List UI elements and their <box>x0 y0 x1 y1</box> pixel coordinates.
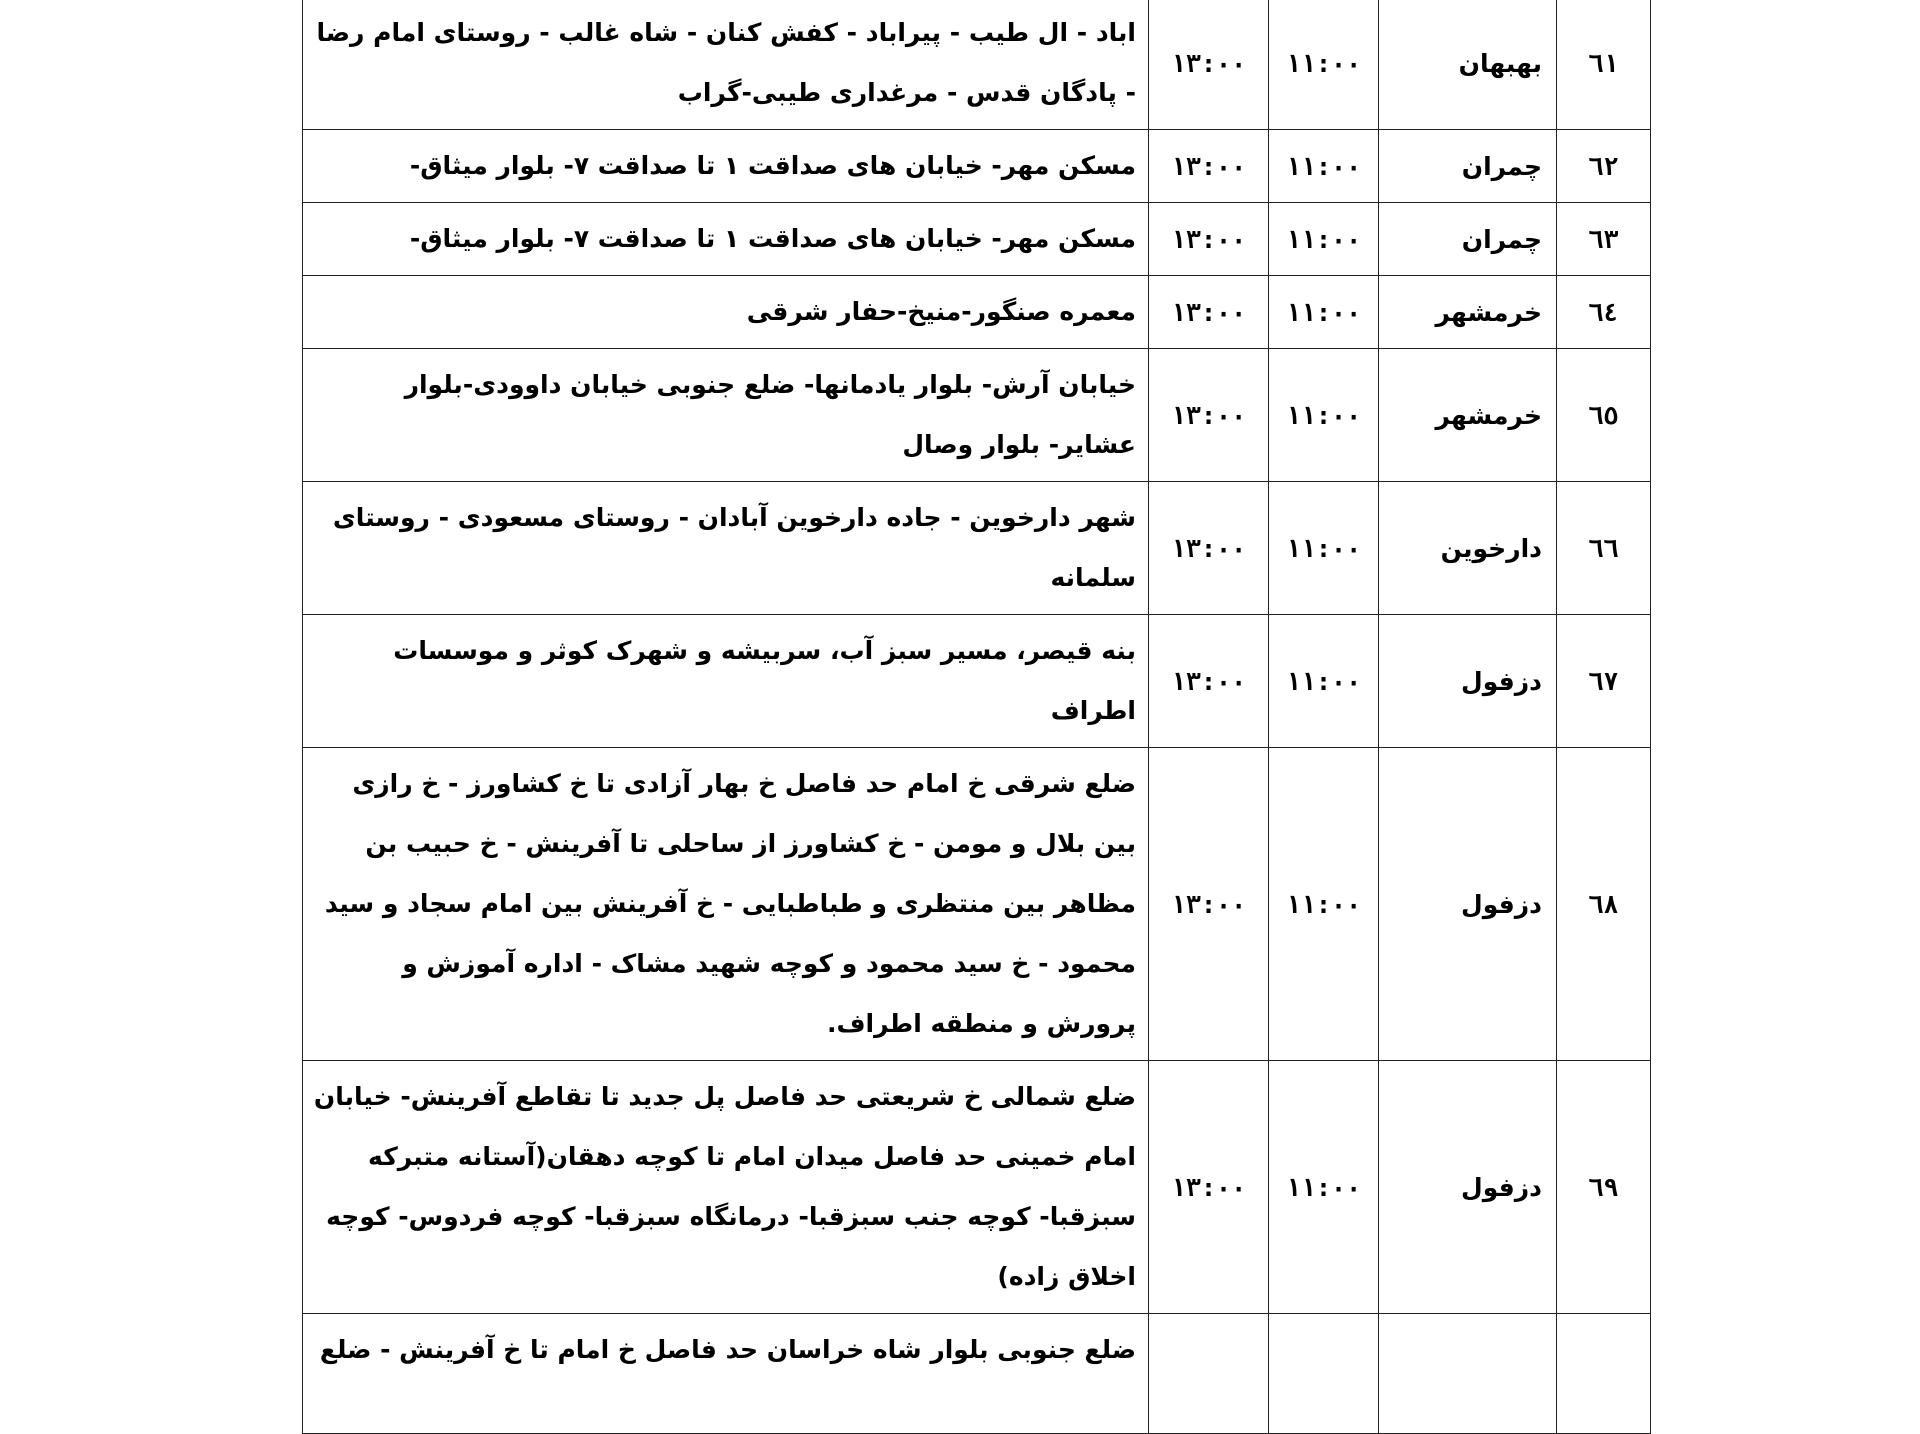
table-row <box>303 203 1651 276</box>
area-description: بنه قیصر، مسیر سبز آب، سربیشه و شهرک کوثر و موسسات اطراف <box>303 615 1149 748</box>
start-time: ١١:٠٠ <box>1269 1061 1379 1314</box>
end-time: ١٣:٠٠ <box>1149 203 1269 276</box>
end-time: ١٣:٠٠ <box>1149 748 1269 1061</box>
table-row <box>303 748 1651 1061</box>
area-description: شهر دارخوین - جاده دارخوین آبادان - روستای مسعودی - روستای سلمانه <box>303 482 1149 615</box>
end-time: ١٣:٠٠ <box>1149 1061 1269 1314</box>
table-row <box>303 130 1651 203</box>
end-time: ١٣:٠٠ <box>1149 0 1269 130</box>
city-name: چمران <box>1379 203 1557 276</box>
end-time: ١٣:٠٠ <box>1149 349 1269 482</box>
area-description: ضلع شرقی خ امام حد فاصل خ بهار آزادی تا خ کشاورز - خ رازی بین بلال و مومن - خ کشاورز از ساحلی تا آفرینش - خ حبیب بن مظاهر بین منتظری و طباطبایی - خ آفرینش بین امام سجاد و سید محمود - خ سید محمود و کوچه شهید مشاک - اداره آموزش و پرورش و منطقه اطراف. <box>303 748 1149 1061</box>
city-name: چمران <box>1379 130 1557 203</box>
table-row <box>303 1061 1651 1314</box>
area-description: اباد - ال طیب - پیراباد - کفش کنان - شاه غالب - روستای امام رضا - پادگان قدس - مرغداری طیبی-گراب <box>303 0 1149 130</box>
outage-schedule-table <box>302 0 1651 1434</box>
start-time: ١١:٠٠ <box>1269 349 1379 482</box>
table-row <box>303 276 1651 349</box>
table-row <box>303 615 1651 748</box>
city-name: خرمشهر <box>1379 349 1557 482</box>
area-description: ضلع جنوبی بلوار شاه خراسان حد فاصل خ امام تا خ آفرینش - ضلع <box>303 1314 1149 1434</box>
row-number: ٦٦ <box>1557 482 1651 615</box>
start-time: ١١:٠٠ <box>1269 0 1379 130</box>
start-time: ١١:٠٠ <box>1269 615 1379 748</box>
start-time: ١١:٠٠ <box>1269 203 1379 276</box>
row-number: ٦٥ <box>1557 349 1651 482</box>
area-description: معمره صنگور-منیخ-حفار شرقی <box>303 276 1149 349</box>
row-number: ٦٤ <box>1557 276 1651 349</box>
table-row <box>303 482 1651 615</box>
city-name <box>1379 1314 1557 1434</box>
row-number: ٦٩ <box>1557 1061 1651 1314</box>
area-description: ضلع شمالی خ شریعتی حد فاصل پل جدید تا تقاطع آفرینش- خیابان امام خمینی حد فاصل میدان امام تا کوچه دهقان(آستانه متبرکه سبزقبا- کوچه جنب سبزقبا- درمانگاه سبزقبا- کوچه فردوس- کوچه اخلاق زاده) <box>303 1061 1149 1314</box>
row-number: ٦٣ <box>1557 203 1651 276</box>
city-name: دزفول <box>1379 748 1557 1061</box>
start-time: ١١:٠٠ <box>1269 130 1379 203</box>
area-description: خیابان آرش- بلوار یادمانها- ضلع جنوبی خیابان داوودی-بلوار عشایر- بلوار وصال <box>303 349 1149 482</box>
area-description: مسکن مهر- خیابان های صداقت ١ تا صداقت ٧- بلوار میثاق- <box>303 203 1149 276</box>
city-name: خرمشهر <box>1379 276 1557 349</box>
start-time: ١١:٠٠ <box>1269 748 1379 1061</box>
row-number: ٦٨ <box>1557 748 1651 1061</box>
area-description: مسکن مهر- خیابان های صداقت ١ تا صداقت ٧- بلوار میثاق- <box>303 130 1149 203</box>
row-number: ٦٢ <box>1557 130 1651 203</box>
table-row <box>303 1314 1651 1434</box>
row-number: ٦١ <box>1557 0 1651 130</box>
table-row <box>303 0 1651 130</box>
city-name: بهبهان <box>1379 0 1557 130</box>
city-name: دزفول <box>1379 1061 1557 1314</box>
start-time: ١١:٠٠ <box>1269 276 1379 349</box>
end-time: ١٣:٠٠ <box>1149 276 1269 349</box>
city-name: دارخوین <box>1379 482 1557 615</box>
city-name: دزفول <box>1379 615 1557 748</box>
row-number: ٦٧ <box>1557 615 1651 748</box>
end-time <box>1149 1314 1269 1434</box>
start-time <box>1269 1314 1379 1434</box>
start-time: ١١:٠٠ <box>1269 482 1379 615</box>
row-number <box>1557 1314 1651 1434</box>
end-time: ١٣:٠٠ <box>1149 130 1269 203</box>
end-time: ١٣:٠٠ <box>1149 482 1269 615</box>
table-row <box>303 349 1651 482</box>
end-time: ١٣:٠٠ <box>1149 615 1269 748</box>
